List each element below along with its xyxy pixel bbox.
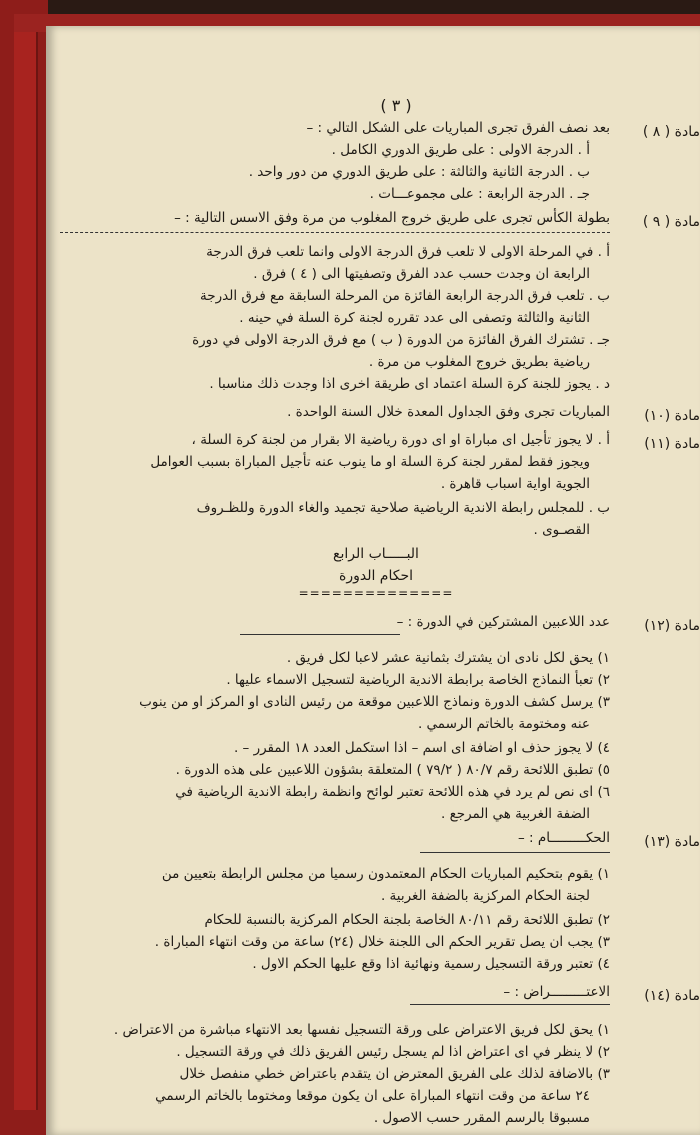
article-13-underline <box>420 852 610 853</box>
article-9-underline <box>60 232 610 233</box>
article-9-line-2: الرابعة ان وجدت حسب عدد الفرق وتصفيتها الى ( ٤ ) فرق . <box>253 266 590 282</box>
article-12-item-3-cont: عنه ومختومة بالخاتم الرسمي . <box>417 716 590 732</box>
article-9-line-1: أ . في المرحلة الاولى لا تلعب فرق الدرجة الاولى وانما تلعب فرق الدرجة <box>206 244 610 260</box>
article-13-intro: الحكـــــــــام : – <box>518 830 610 846</box>
article-10-line-1: المباريات تجرى وفق الجداول المعدة خلال السنة الواحدة . <box>287 404 610 420</box>
article-12-item-3: ٣) يرسل كشف الدورة ونماذج اللاعبين موقعة من رئيس النادى او المركز او من ينوب <box>139 694 610 710</box>
chapter-subtitle: احكام الدورة <box>338 568 414 584</box>
article-14-item-2: ٢) لا ينظر في اى اعتراض اذا لم يسجل رئيس الفريق ذلك في ورقة التسجيل . <box>176 1044 610 1060</box>
article-14-item-3: ٣) بالاضافة لذلك على الفريق المعترض ان يتقدم باعتراض خطي منفصل خلال <box>179 1066 610 1082</box>
chapter-underline: ============== <box>298 586 454 600</box>
article-9-line-7: د . يجوز للجنة كرة السلة اعتماد اى طريقة اخرى اذا وجدت ذلك مناسبا . <box>209 376 610 392</box>
article-11-line-2: ويجوز فقط لمقرر لجنة كرة السلة او ما ينوب عنه تأجيل المباراة بسبب العوامل <box>150 454 590 470</box>
article-12-item-4: ٤) لا يجوز حذف او اضافة اى اسم – اذا استكمل العدد ١٨ المقرر – . <box>233 740 610 756</box>
article-8-item-c: جـ . الدرجة الرابعة : على مجموعـــات . <box>369 186 590 202</box>
article-14-item-3-cont: ٢٤ ساعة من وقت انتهاء المباراة على ان يكون موقعا ومختوما بالخاتم الرسمي <box>155 1088 590 1104</box>
article-11-label: مادة (١١) <box>644 436 700 452</box>
article-13-item-2: ٢) تطبق اللائحة رقم ٨٠/١١ الخاصة بلجنة الحكام المركزية بالنسبة للحكام <box>204 912 610 928</box>
article-9-line-4: الثانية والثالثة وتصفى الى عدد تقرره لجنة كرة السلة في حينه . <box>239 310 590 326</box>
article-14-intro: الاعتـــــــــراض : – <box>503 984 610 1000</box>
article-13-item-1-cont: لجنة الحكام المركزية بالضفة الغربية . <box>380 888 590 904</box>
article-8-item-a: أ . الدرجة الاولى : على طريق الدوري الكامل . <box>331 142 590 158</box>
article-11-line-5: القصـوى . <box>533 522 590 538</box>
article-12-intro: عدد اللاعبين المشتركين في الدورة : – <box>396 614 610 630</box>
article-11-line-1: أ . لا يجوز تأجيل اى مباراة او اى دورة رياضية الا بقرار من لجنة كرة السلة ، <box>191 432 610 448</box>
article-14-item-3-cont-2: مسبوقا بالرسم المقرر حسب الاصول . <box>373 1110 590 1126</box>
article-12-item-6: ٦) اى نص لم يرد في هذه اللائحة تعتبر لوائح وانظمة رابطة الاندية الرياضية في <box>175 784 610 800</box>
chapter-title: البـــــاب الرابع <box>333 546 419 562</box>
page-number: ( ٣ ) <box>380 96 412 115</box>
article-12-item-1: ١) يحق لكل نادى ان يشترك بثمانية عشر لاعبا لكل فريق . <box>286 650 610 666</box>
article-12-underline <box>240 634 400 635</box>
article-11-line-3: الجوية اواية اسباب قاهرة . <box>440 476 590 492</box>
article-9-line-3: ب . تلعب فرق الدرجة الرابعة الفائزة من المرحلة السابقة مع فرق الدرجة <box>200 288 610 304</box>
article-13-item-4: ٤) تعتبر ورقة التسجيل رسمية ونهائية اذا وقع عليها الحكم الاول . <box>252 956 610 972</box>
article-11-line-4: ب . للمجلس رابطة الاندية الرياضية صلاحية تجميد والغاء الدورة وللظـروف <box>196 500 610 516</box>
article-14-label: مادة (١٤) <box>644 988 700 1004</box>
article-9-line-6: رياضية بطريق خروج المغلوب من مرة . <box>368 354 590 370</box>
article-9-line-5: جـ . تشترك الفرق الفائزة من الدورة ( ب ) مع فرق الدرجة الاولى في دورة <box>192 332 610 348</box>
article-8-item-b: ب . الدرجة الثانية والثالثة : على طريق الدوري من دور واحد . <box>248 164 590 180</box>
binding-spine <box>14 30 38 1110</box>
article-12-item-5: ٥) تطبق اللائحة رقم ٨٠/٧ ( ٧٩/٢ ) المتعلقة بشؤون اللاعبين على هذه الدورة . <box>175 762 610 778</box>
article-13-label: مادة (١٣) <box>644 834 700 850</box>
article-8-intro: بعد نصف الفرق تجرى المباريات على الشكل التالي : – <box>306 120 610 136</box>
article-8-label: مادة ( ٨ ) <box>642 124 700 140</box>
document-page <box>46 26 700 1135</box>
article-9-label: مادة ( ٩ ) <box>642 214 700 230</box>
article-9-intro: بطولة الكأس تجرى على طريق خروج المغلوب من مرة وفق الاسس التالية : – <box>174 210 610 226</box>
article-13-item-1: ١) يقوم بتحكيم المباريات الحكام المعتمدون رسميا من مجلس الرابطة بتعيين من <box>161 866 610 882</box>
article-10-label: مادة (١٠) <box>644 408 700 424</box>
article-13-item-3: ٣) يجب ان يصل تقرير الحكم الى اللجنة خلال (٢٤) ساعة من وقت انتهاء المباراة . <box>154 934 610 950</box>
article-14-underline <box>410 1004 610 1005</box>
article-12-label: مادة (١٢) <box>644 618 700 634</box>
article-14-item-1: ١) يحق لكل فريق الاعتراض على ورقة التسجيل نفسها بعد الانتهاء مباشرة من الاعتراض . <box>113 1022 610 1038</box>
article-12-item-6-cont: الضفة الغربية هي المرجع . <box>440 806 590 822</box>
article-12-item-2: ٢) تعبأ النماذج الخاصة برابطة الاندية الرياضية لتسجيل الاسماء عليها . <box>226 672 610 688</box>
